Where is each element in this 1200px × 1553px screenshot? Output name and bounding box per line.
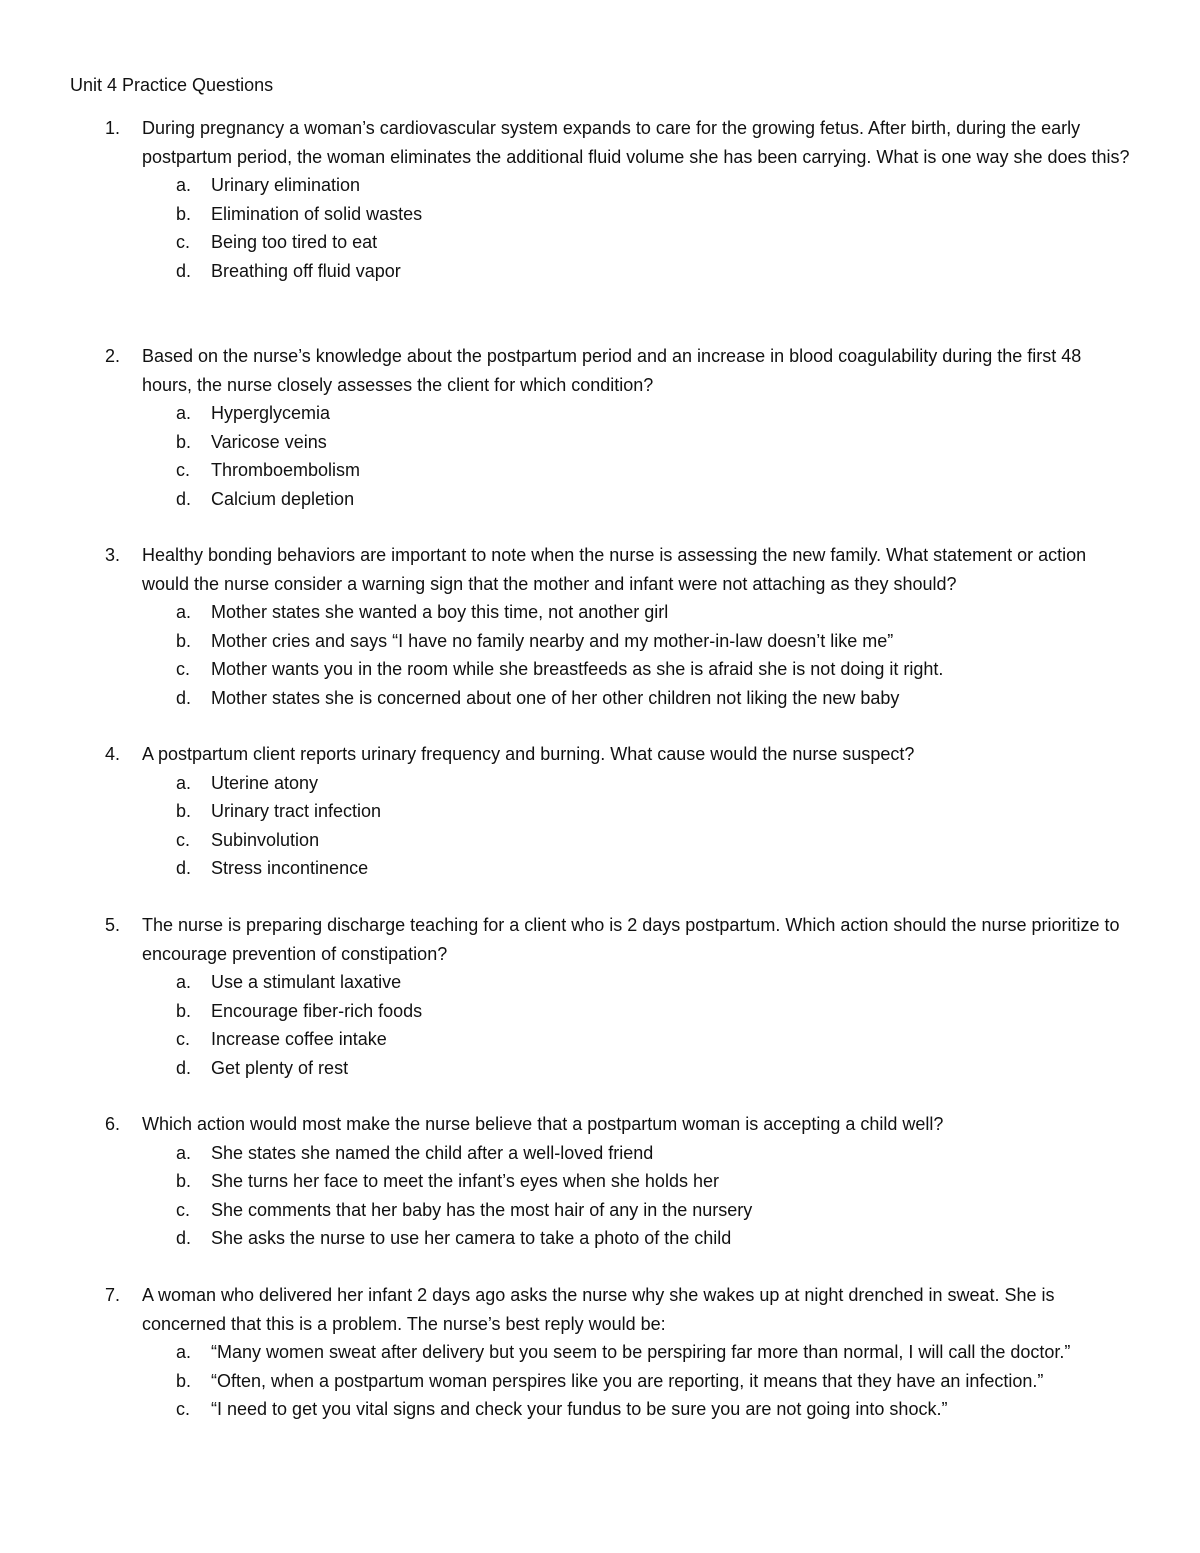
answer-option [105, 1167, 1111, 1196]
answer-option [105, 171, 1111, 200]
answer-option [105, 769, 1111, 798]
option-text: Mother states she is concerned about one of her other children not liking the new baby [211, 687, 900, 708]
option-text: Mother states she wanted a boy this time, not another girl [211, 602, 669, 622]
answer-option [105, 1054, 1111, 1083]
option-letter: d. [176, 260, 192, 281]
option-text: She comments that her baby has the most hair of any in the nursery [211, 1199, 753, 1220]
answer-options [105, 968, 1135, 1082]
question-7 [105, 1281, 1135, 1424]
option-letter: c. [176, 1199, 191, 1220]
option-letter: a. [176, 403, 192, 423]
answer-option [105, 1395, 1111, 1424]
question-number: 3. [105, 545, 121, 565]
option-letter: b. [176, 431, 192, 452]
option-letter: b. [176, 203, 192, 224]
option-text: Get plenty of rest [211, 1057, 349, 1078]
option-letter: a. [176, 602, 192, 622]
answer-option [105, 1025, 1111, 1054]
question-text: During pregnancy a woman’s cardiovascular system expands to care for the growing fetus. After birth, during the early postpartum period, the woman eliminates the additional fluid volume she has been carrying. What is one way she does this? [142, 118, 1130, 167]
option-letter: a. [176, 1142, 192, 1163]
option-letter: a. [176, 772, 192, 793]
answer-option [105, 684, 1111, 713]
option-letter: d. [176, 1228, 192, 1248]
answer-option [105, 456, 1111, 485]
document-title: Unit 4 Practice Questions [70, 75, 274, 95]
option-letter: c. [176, 232, 191, 252]
option-letter: d. [176, 858, 192, 878]
question-number: 2. [105, 346, 121, 366]
answer-options [105, 598, 1135, 712]
answer-option [105, 1139, 1111, 1168]
answer-option [105, 854, 1111, 883]
option-letter: b. [176, 630, 192, 651]
question-number: 1. [105, 118, 121, 138]
question-text: Which action would most make the nurse believe that a postpartum woman is accepting a child well? [142, 1114, 944, 1134]
option-text: She states she named the child after a well-loved friend [211, 1142, 654, 1163]
option-text: Being too tired to eat [211, 232, 378, 252]
option-text: “I need to get you vital signs and check your fundus to be sure you are not going into shock.” [211, 1399, 948, 1419]
answer-option [105, 257, 1111, 286]
option-letter: c. [176, 1029, 191, 1049]
answer-options [105, 1139, 1135, 1253]
option-letter: c. [176, 659, 191, 679]
question-number: 5. [105, 915, 121, 935]
option-letter: d. [176, 1057, 192, 1078]
answer-options [105, 399, 1135, 513]
question-text: A postpartum client reports urinary frequency and burning. What cause would the nurse suspect? [142, 744, 915, 764]
answer-option [105, 200, 1111, 229]
option-letter: a. [176, 972, 192, 992]
option-text: “Many women sweat after delivery but you seem to be perspiring far more than normal, I will call the doctor.” [211, 1342, 1071, 1362]
question-text: The nurse is preparing discharge teaching for a client who is 2 days postpartum. Which action should the nurse prioritize to encourage prevention of constipation? [142, 915, 1120, 964]
option-letter: c. [176, 460, 191, 480]
option-text: Varicose veins [211, 431, 327, 452]
question-3 [105, 541, 1135, 712]
answer-option [105, 428, 1111, 457]
option-text: Stress incontinence [211, 858, 369, 878]
option-text: Urinary elimination [211, 175, 361, 195]
option-text: Calcium depletion [211, 488, 355, 509]
option-letter: b. [176, 1370, 192, 1391]
option-letter: b. [176, 1171, 192, 1191]
question-2 [105, 342, 1135, 513]
option-text: Mother cries and says “I have no family nearby and my mother-in-law doesn’t like me” [211, 630, 894, 651]
option-text: Urinary tract infection [211, 801, 382, 821]
option-letter: b. [176, 801, 192, 821]
question-number: 6. [105, 1114, 121, 1134]
answer-options [105, 769, 1135, 883]
question-1 [105, 114, 1135, 285]
option-text: She asks the nurse to use her camera to take a photo of the child [211, 1228, 732, 1248]
question-5 [105, 911, 1135, 1082]
answer-option [105, 399, 1111, 428]
option-text: She turns her face to meet the infant’s eyes when she holds her [211, 1171, 719, 1191]
answer-option [105, 968, 1111, 997]
answer-option [105, 997, 1111, 1026]
option-text: Hyperglycemia [211, 403, 331, 423]
answer-option [105, 1338, 1111, 1367]
answer-options [105, 171, 1135, 285]
option-text: Breathing off fluid vapor [211, 260, 401, 281]
answer-option [105, 655, 1111, 684]
answer-option [105, 1196, 1111, 1225]
question-text: Healthy bonding behaviors are important to note when the nurse is assessing the new family. What statement or action would the nurse consider a warning sign that the mother and infant were not attaching as they should? [142, 545, 1087, 594]
answer-options [105, 1338, 1135, 1424]
answer-option [105, 485, 1111, 514]
option-text: Subinvolution [211, 829, 320, 850]
question-text: A woman who delivered her infant 2 days ago asks the nurse why she wakes up at night drenched in sweat. She is concerned that this is a problem. The nurse’s best reply would be: [142, 1285, 1055, 1334]
option-text: Elimination of solid wastes [211, 203, 423, 224]
option-letter: d. [176, 687, 192, 708]
answer-option [105, 598, 1111, 627]
answer-option [105, 797, 1111, 826]
option-text: Mother wants you in the room while she breastfeeds as she is afraid she is not doing it right. [211, 659, 944, 679]
option-letter: a. [176, 175, 192, 195]
option-letter: a. [176, 1342, 192, 1362]
option-letter: b. [176, 1000, 192, 1021]
option-letter: c. [176, 829, 191, 850]
option-text: Encourage fiber-rich foods [211, 1000, 423, 1021]
option-text: Use a stimulant laxative [211, 972, 402, 992]
answer-option [105, 1367, 1111, 1396]
question-6 [105, 1110, 1135, 1253]
option-text: Increase coffee intake [211, 1029, 387, 1049]
question-text: Based on the nurse’s knowledge about the postpartum period and an increase in blood coagulability during the first 48 hours, the nurse closely assesses the client for which condition? [142, 346, 1082, 395]
option-text: Thromboembolism [211, 460, 361, 480]
option-text: Uterine atony [211, 772, 319, 793]
answer-option [105, 826, 1111, 855]
answer-option [105, 228, 1111, 257]
question-number: 7. [105, 1285, 121, 1305]
answer-option [105, 1224, 1111, 1253]
question-number: 4. [105, 744, 121, 764]
option-letter: c. [176, 1399, 191, 1419]
option-text: “Often, when a postpartum woman perspires like you are reporting, it means that they have an infection.” [211, 1370, 1044, 1391]
answer-option [105, 627, 1111, 656]
question-4 [105, 740, 1135, 883]
option-letter: d. [176, 488, 192, 509]
